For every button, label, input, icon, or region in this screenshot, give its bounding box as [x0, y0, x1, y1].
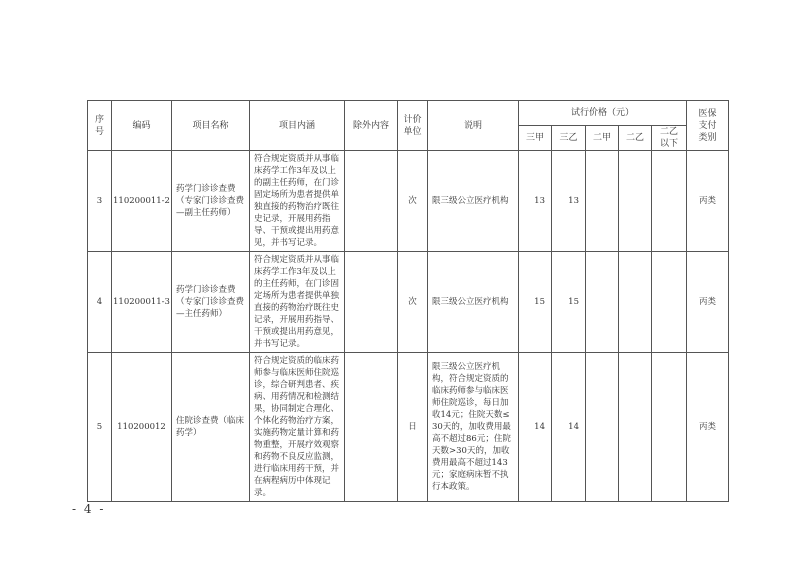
header-notes: 说明	[428, 101, 519, 151]
cell-exclusions	[345, 151, 398, 252]
cell-price-2a	[586, 353, 619, 502]
page-number: - 4 -	[72, 502, 106, 516]
cell-content: 符合规定资质并从事临床药学工作3年及以上的副主任药师，在门诊固定场所为患者提供单独直接的药物治疗既往史记录，开展用药指导、干预或提出用药意见，并书写记录。	[250, 151, 345, 252]
cell-content: 符合规定资质并从事临床药学工作3年及以上的主任药师，在门诊固定场所为患者提供单独直接的药物治疗既往史记录，开展用药指导、干预或提出用药意见，并书写记录。	[250, 252, 345, 353]
header-exclusions: 除外内容	[345, 101, 398, 151]
table-row	[88, 151, 729, 252]
cell-unit: 次	[398, 151, 428, 252]
header-price-tier: 三甲	[519, 126, 552, 151]
cell-exclusions	[345, 353, 398, 502]
cell-seq: 5	[88, 353, 112, 502]
cell-unit: 日	[398, 353, 428, 502]
cell-insurance: 丙类	[687, 252, 729, 353]
header-code: 编码	[112, 101, 172, 151]
header-seq: 序号	[88, 101, 112, 151]
cell-name: 药学门诊诊查费（专家门诊诊查费—副主任药师）	[172, 151, 250, 252]
cell-price-3a: 13	[519, 151, 552, 252]
cell-seq: 4	[88, 252, 112, 353]
header-price-tier: 二甲	[586, 126, 619, 151]
cell-price-2b	[619, 252, 652, 353]
header-price-group: 试行价格（元）	[519, 101, 687, 126]
header-price-tier: 三乙	[552, 126, 586, 151]
cell-insurance: 丙类	[687, 151, 729, 252]
cell-price-2b	[619, 151, 652, 252]
cell-notes: 限三级公立医疗机构	[428, 252, 519, 353]
cell-price-2b	[619, 353, 652, 502]
cell-name: 住院诊查费（临床药学）	[172, 353, 250, 502]
header-unit: 计价单位	[398, 101, 428, 151]
header-name: 项目名称	[172, 101, 250, 151]
cell-price-2a	[586, 151, 619, 252]
cell-notes: 限三级公立医疗机构，符合规定资质的临床药师参与临床医师住院巡诊，每日加收14元；住院天数≤30天的，加收费用最高不超过86元；住院天数>30天的，加收费用最高不超过143元；家庭病床暂不执行本政策。	[428, 353, 519, 502]
cell-price-below-2b	[652, 151, 687, 252]
cell-price-2a	[586, 252, 619, 353]
cell-notes: 限三级公立医疗机构	[428, 151, 519, 252]
header-price-tier: 二乙以下	[652, 126, 687, 151]
pricing-table	[87, 100, 729, 502]
cell-unit: 次	[398, 252, 428, 353]
cell-price-3b: 14	[552, 353, 586, 502]
header-content: 项目内涵	[250, 101, 345, 151]
cell-content: 符合规定资质的临床药师参与临床医师住院巡诊，综合研判患者、疾病、用药情况和检测结果，协同制定合理化、个体化药物治疗方案，实施药物定量计算和药物重整，开展疗效观察和药物不良反应监测，进行临床用药干预，并在病程病历中体现记录。	[250, 353, 345, 502]
cell-price-3b: 13	[552, 151, 586, 252]
cell-price-below-2b	[652, 252, 687, 353]
header-insurance: 医保支付类别	[687, 101, 729, 151]
cell-code: 110200012	[112, 353, 172, 502]
cell-name: 药学门诊诊查费（专家门诊诊查费—主任药师）	[172, 252, 250, 353]
cell-seq: 3	[88, 151, 112, 252]
cell-price-3a: 15	[519, 252, 552, 353]
cell-code: 110200011-3	[112, 252, 172, 353]
cell-insurance: 丙类	[687, 353, 729, 502]
cell-exclusions	[345, 252, 398, 353]
cell-price-3b: 15	[552, 252, 586, 353]
header-price-tier: 二乙	[619, 126, 652, 151]
table-row	[88, 252, 729, 353]
cell-price-below-2b	[652, 353, 687, 502]
cell-code: 110200011-2	[112, 151, 172, 252]
table-row	[88, 353, 729, 502]
cell-price-3a: 14	[519, 353, 552, 502]
